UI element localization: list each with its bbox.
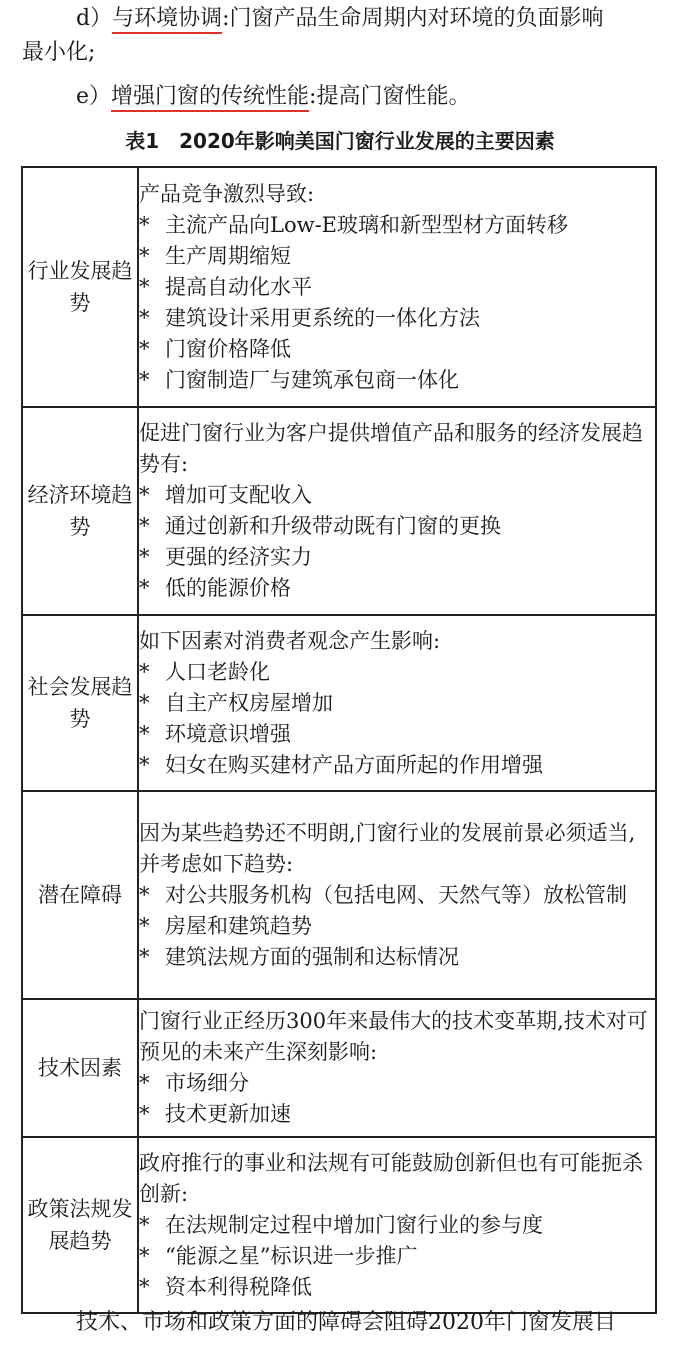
bullet-star-icon: * [139,1102,150,1126]
bullet-star-icon: * [139,576,150,600]
table-row [22,615,656,791]
bullet-item [139,1099,655,1130]
bullet-star-icon: * [139,944,150,969]
bullet-text: 更强的经济实力 [165,545,312,569]
table-row [22,999,656,1137]
bullet-text: 自主产权房屋增加 [165,690,333,715]
bullet-text: 技术更新加速 [165,1102,291,1126]
paragraph-d-continuation: 最小化; [22,40,96,65]
bullet-star-icon: * [139,1274,150,1299]
paragraph-d-underlined: 与环境协调 [112,6,222,34]
row-intro: 政府推行的事业和法规有可能鼓励创新但也有可能扼杀创新: [139,1150,643,1206]
table-caption: 表1 2020年影响美国门窗行业发展的主要因素 [125,129,555,153]
bullet-item [139,303,655,334]
bullet-item [139,880,655,911]
bullet-text: 门窗价格降低 [165,336,291,361]
paragraph-e-text: :提高门窗性能。 [309,84,471,109]
bullet-star-icon: * [139,212,150,237]
paragraph-e [76,80,470,114]
bullet-star-icon: * [139,690,150,715]
bullet-item [139,1241,655,1272]
bullet-item [139,365,655,396]
bullet-star-icon: * [139,545,150,569]
factors-table-body [22,167,656,1313]
bullet-star-icon: * [139,305,150,330]
bullet-star-icon: * [139,243,150,268]
bullet-item [139,750,655,781]
bullet-item [139,241,655,272]
bullet-text: 建筑设计采用更系统的一体化方法 [165,305,480,330]
paragraph-e-prefix: e） [76,84,112,109]
table-row [22,791,656,999]
bullet-item [139,334,655,365]
bullet-star-icon: * [139,483,150,507]
bullet-text: 生产周期缩短 [165,243,291,268]
row-intro: 产品竞争激烈导致: [139,181,315,206]
bullet-text: “能源之星”标识进一步推广 [165,1243,418,1268]
table-row [22,167,656,407]
bullet-star-icon: * [139,1071,150,1095]
bullet-item [139,657,655,688]
bullet-item [139,542,655,573]
bullet-item [139,573,655,604]
row-category: 行业发展趋势 [22,167,138,407]
bullet-star-icon: * [139,367,150,392]
bullet-star-icon: * [139,882,150,907]
closing-paragraph: 技术、市场和政策方面的障碍会阻碍2020年门窗发展目 [76,1310,616,1335]
bullet-item [139,719,655,750]
bullet-item [139,511,655,542]
bullet-star-icon: * [139,274,150,299]
row-category: 政策法规发展趋势 [22,1137,138,1313]
bullet-star-icon: * [139,514,150,538]
row-description [138,999,656,1137]
bullet-text: 市场细分 [165,1071,249,1095]
bullet-star-icon: * [139,721,150,746]
bullet-text: 在法规制定过程中增加门窗行业的参与度 [165,1212,543,1237]
paragraph-d [76,2,604,36]
bullet-text: 对公共服务机构（包括电网、天然气等）放松管制 [165,882,627,907]
bullet-text: 通过创新和升级带动既有门窗的更换 [165,514,501,538]
table-row [22,407,656,615]
bullet-text: 资本利得税降低 [165,1274,312,1299]
bullet-item [139,1068,655,1099]
bullet-item [139,911,655,942]
row-intro: 如下因素对消费者观念产生影响: [139,628,441,653]
row-intro: 门窗行业正经历300年来最伟大的技术变革期,技术对可预见的未来产生深刻影响: [139,1009,648,1064]
bullet-item [139,942,655,973]
row-description [138,167,656,407]
bullet-text: 低的能源价格 [165,576,291,600]
row-description [138,407,656,615]
row-category: 社会发展趋势 [22,615,138,791]
row-description [138,1137,656,1313]
bullet-item [139,210,655,241]
row-intro: 促进门窗行业为客户提供增值产品和服务的经济发展趋势有: [139,421,643,476]
bullet-text: 人口老龄化 [165,659,270,684]
bullet-item [139,1272,655,1303]
bullet-item [139,1210,655,1241]
row-description [138,615,656,791]
bullet-star-icon: * [139,336,150,361]
bullet-star-icon: * [139,913,150,938]
bullet-text: 增加可支配收入 [165,483,312,507]
paragraph-e-underlined: 增强门窗的传统性能 [111,84,309,112]
bullet-text: 提高自动化水平 [165,274,312,299]
bullet-item [139,272,655,303]
factors-table [21,166,657,1314]
bullet-star-icon: * [139,659,150,684]
bullet-text: 环境意识增强 [165,721,291,746]
row-description [138,791,656,999]
row-category: 潜在障碍 [22,791,138,999]
paragraph-d-text: :门窗产品生命周期内对环境的负面影响 [222,6,604,31]
bullet-text: 门窗制造厂与建筑承包商一体化 [165,367,459,392]
row-category: 技术因素 [22,999,138,1137]
bullet-text: 妇女在购买建材产品方面所起的作用增强 [165,752,543,777]
table-row [22,1137,656,1313]
paragraph-d-prefix: d） [76,6,113,31]
bullet-item [139,480,655,511]
bullet-text: 建筑法规方面的强制和达标情况 [165,944,459,969]
bullet-star-icon: * [139,1243,150,1268]
bullet-text: 主流产品向Low-E玻璃和新型型材方面转移 [165,212,568,237]
bullet-star-icon: * [139,1212,150,1237]
bullet-star-icon: * [139,752,150,777]
row-intro: 因为某些趋势还不明朗,门窗行业的发展前景必须适当,并考虑如下趋势: [139,820,636,876]
bullet-text: 房屋和建筑趋势 [165,913,312,938]
bullet-item [139,688,655,719]
row-category: 经济环境趋势 [22,407,138,615]
